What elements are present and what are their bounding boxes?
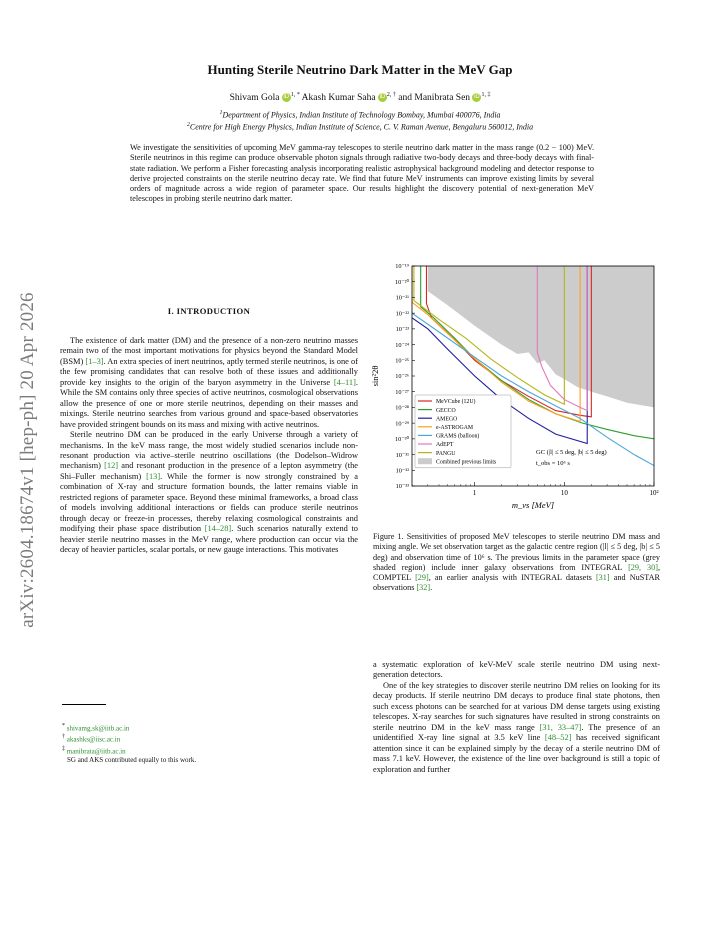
footnote: SG and AKS contributed equally to this work. bbox=[67, 755, 197, 764]
legend-label: GECCO bbox=[436, 407, 456, 414]
author-affil: 1, * bbox=[290, 92, 300, 98]
legend-label: MeVCube (12U) bbox=[436, 399, 476, 406]
text-run: Figure 1. Sensitivities of proposed MeV telescopes to sterile neutrino DM mass and mixing angle. We set observation target as the galactic centre region (|l| ≤ 5 deg, |b| ≤ 5 deg) and observation time of 10⁶ s. The previous limits in the parameter space (grey shaded region) include inner galaxy observations from INTEGRAL bbox=[373, 532, 660, 572]
affiliation: $^1$Department of Physics, Indian Institute of Technology Bombay, Mumbai 400076, India bbox=[219, 110, 501, 120]
section-heading: I. INTRODUCTION bbox=[167, 306, 251, 316]
footnote: † akashks@iisc.ac.in bbox=[62, 734, 121, 744]
author-list bbox=[0, 92, 720, 103]
citation-link[interactable]: [13] bbox=[146, 471, 161, 481]
author-name: Akash Kumar Saha bbox=[301, 93, 376, 104]
footnote-rule bbox=[62, 704, 106, 705]
y-tick-label: 10⁻¹⁹ bbox=[395, 263, 409, 271]
abstract: We investigate the sensitivities of upcoming MeV gamma-ray telescopes to sterile neutrino dark matter in the mass range (0.2 − 100) MeV. Sterile neutrinos in this regime can produce observable photon signals through radiative two-body decays and three-body decays with final-state radiation. We perform a Fisher forecasting analysis incorporating realistic astrophysical background modeling and detector response to derive projected constraints on the sterile neutrino decay rate. We find that future MeV instruments can improve existing limits by several orders of magnitude across a wide region of parameter space. Our results highlight the discovery potential of next-generation MeV telescopes in probing sterile neutrino dark matter. bbox=[130, 143, 594, 204]
email-link[interactable]: akashks@iisc.ac.in bbox=[66, 735, 121, 744]
footnotes bbox=[62, 722, 362, 765]
y-tick-label: 10⁻³³ bbox=[395, 483, 409, 491]
y-tick-label: 10⁻²⁰ bbox=[394, 278, 409, 286]
y-tick-label: 10⁻²⁸ bbox=[395, 404, 409, 412]
y-tick-label: 10⁻³⁰ bbox=[394, 436, 409, 444]
text-run: . bbox=[430, 583, 433, 593]
author-name: Shivam Gola bbox=[229, 93, 280, 104]
text-run: and resonant production in the presence of a lepton asymmetry (the Shi–Fuller mechanism) bbox=[60, 461, 358, 481]
text-run: . An extra species of inert neutrinos, aptly termed sterile neutrinos, is one of the few promising candidates that can resolve both of these issues and additionally provide key insights to the origin of the baryon asymmetry in the Universe bbox=[60, 356, 358, 387]
text-run: . While the former is now strongly constrained by a combination of X-ray and structure formation bounds, the latter remains viable in restricted regions of parameter space. Beyond these minimal frameworks, a broad class of models involving additional interactions or fields can produce sterile neutrinos through decay or freeze-in processes, thereby relaxing cosmological constraints and modifying their phase space distribution bbox=[60, 471, 358, 534]
conjunction: and bbox=[398, 93, 413, 104]
author-affil: 1, ‡ bbox=[481, 92, 491, 98]
orcid-icon[interactable]: iD bbox=[474, 94, 480, 101]
y-tick-label: 10⁻³¹ bbox=[395, 451, 409, 459]
legend-label: GRAMS (balloon) bbox=[436, 433, 480, 440]
shaded-previous-limits bbox=[428, 266, 654, 407]
email-link[interactable]: manibrata@iitb.ac.in bbox=[66, 746, 126, 755]
text-run: Sterile neutrino DM can be produced in the early Universe through a variety of mechanisms. In the keV mass range, the most widely studied scenarios include non-resonant production via active–sterile neutrino oscillations (the Dodelson–Widrow mechanism) bbox=[60, 430, 358, 471]
legend-box bbox=[415, 395, 511, 468]
y-tick-label: 10⁻²⁵ bbox=[395, 357, 409, 365]
paper-title: Hunting Sterile Neutrino Dark Matter in the MeV Gap bbox=[207, 62, 513, 77]
figure-1-chart bbox=[372, 258, 664, 516]
y-tick-label: 10⁻²⁷ bbox=[395, 388, 409, 396]
orcid-icon[interactable]: iD bbox=[283, 94, 290, 101]
arxiv-stamp: arXiv:2604.18674v1 [hep-ph] 20 Apr 2026 bbox=[17, 292, 38, 628]
citation-link[interactable]: [31, 33–47] bbox=[539, 722, 582, 732]
right-column bbox=[373, 660, 660, 775]
text-run: , COMPTEL bbox=[373, 562, 661, 583]
text-run: and NuSTAR observations bbox=[373, 573, 660, 593]
text-run: , an earlier analysis with INTEGRAL datasets bbox=[428, 573, 596, 583]
text-run: has received significant attention since it can be explained simply by the decay of a sterile neutrino DM of mass 7.1 keV. However, the existence of the line over background is still a topic of exploration and further bbox=[373, 733, 660, 774]
footnote: * shivamg.sk@iitb.ac.in bbox=[62, 723, 130, 733]
x-tick-label: 1 bbox=[472, 489, 477, 497]
y-tick-label: 10⁻²² bbox=[395, 310, 409, 318]
citation-link[interactable]: [48–52] bbox=[544, 733, 572, 743]
y-tick-label: 10⁻²¹ bbox=[395, 294, 409, 302]
citation-link[interactable]: [1–3] bbox=[85, 356, 104, 366]
citation-link[interactable]: [12] bbox=[104, 461, 119, 471]
author-affil: 2, † bbox=[386, 92, 396, 98]
y-tick-label: 10⁻²⁹ bbox=[395, 420, 409, 428]
affiliation: $^2$Centre for High Energy Physics, Indian Institute of Science, C. V. Raman Avenue, Bengaluru 560012, India bbox=[186, 122, 534, 132]
text-run: The existence of dark matter (DM) and the presence of a non-zero neutrino masses remain two of the most important motivations for physics beyond the Standard Model (BSM) bbox=[60, 336, 358, 366]
y-tick-label: 10⁻²³ bbox=[395, 326, 409, 334]
legend-label: e-ASTROGAM bbox=[436, 425, 474, 431]
citation-link[interactable]: [14–28] bbox=[204, 524, 232, 534]
legend-label: Combined previous limits bbox=[436, 459, 497, 466]
chart-annotation: GC (|l| ≤ 5 deg, |b| ≤ 5 deg) bbox=[536, 449, 607, 456]
text-run: . While the SM contains only three species of active neutrinos, cosmological observations allow the presence of one or more sterile neutrinos, depending on their masses and mixings. Sterile neutrino searches from various ground and space-based observatories have provided stringent bounds on its mass and mixing with active neutrinos. bbox=[60, 377, 358, 429]
citation-link[interactable]: [29] bbox=[415, 573, 429, 583]
text-run: . The presence of an unidentified X-ray line signal at 3.5 keV line bbox=[373, 722, 661, 743]
paragraph bbox=[373, 660, 660, 681]
citation-link[interactable]: [29, 30] bbox=[628, 562, 658, 572]
text-run: . Such scenarios naturally extend to heavier sterile neutrino masses in the MeV range, where production can occur via the decay of heavier particles, scalar portals, or new gauge interactions. This motivates bbox=[60, 524, 358, 555]
orcid-icon[interactable]: iD bbox=[379, 94, 386, 101]
chart-annotation: t_obs = 10⁶ s bbox=[536, 460, 570, 467]
citation-link[interactable]: [31] bbox=[595, 573, 610, 583]
text-run: a systematic exploration of keV-MeV scale sterile neutrino DM using next-generation detectors. bbox=[373, 660, 660, 680]
legend-label: AMEGO bbox=[436, 416, 458, 423]
y-tick-label: 10⁻³² bbox=[395, 467, 409, 475]
y-tick-label: 10⁻²⁴ bbox=[395, 341, 409, 349]
x-tick-label: 10 bbox=[560, 489, 568, 497]
citation-link[interactable]: [32] bbox=[416, 583, 431, 593]
figure-caption bbox=[373, 532, 660, 594]
text-run: One of the key strategies to discover sterile neutrino DM relies on looking for its decay products. If sterile neutrino DM decays to produce final state photons, then such excess photons can be searched for at various DM dense targets using existing telescopes. X-ray searches for such signatures have resulted in strong constraints on sterile neutrino DM in the keV mass range bbox=[373, 680, 660, 732]
paragraph bbox=[60, 430, 358, 555]
y-axis-label: sin²2θ bbox=[370, 365, 380, 387]
legend-label: AdEPT bbox=[436, 442, 454, 449]
x-axis-label: m_νs [MeV] bbox=[511, 500, 555, 510]
email-link[interactable]: shivamg.sk@iitb.ac.in bbox=[66, 724, 130, 733]
x-tick-label: 10² bbox=[649, 489, 659, 497]
legend-swatch bbox=[418, 458, 432, 464]
footnote: ‡ manibrata@iitb.ac.in bbox=[62, 745, 126, 755]
y-tick-label: 10⁻²⁶ bbox=[395, 373, 409, 381]
citation-link[interactable]: [4–11] bbox=[333, 377, 356, 387]
legend-label: PANGU bbox=[436, 450, 456, 457]
paragraph bbox=[373, 681, 660, 775]
author-name: Manibrata Sen bbox=[414, 93, 471, 104]
left-column bbox=[60, 336, 358, 556]
paragraph bbox=[60, 336, 358, 430]
